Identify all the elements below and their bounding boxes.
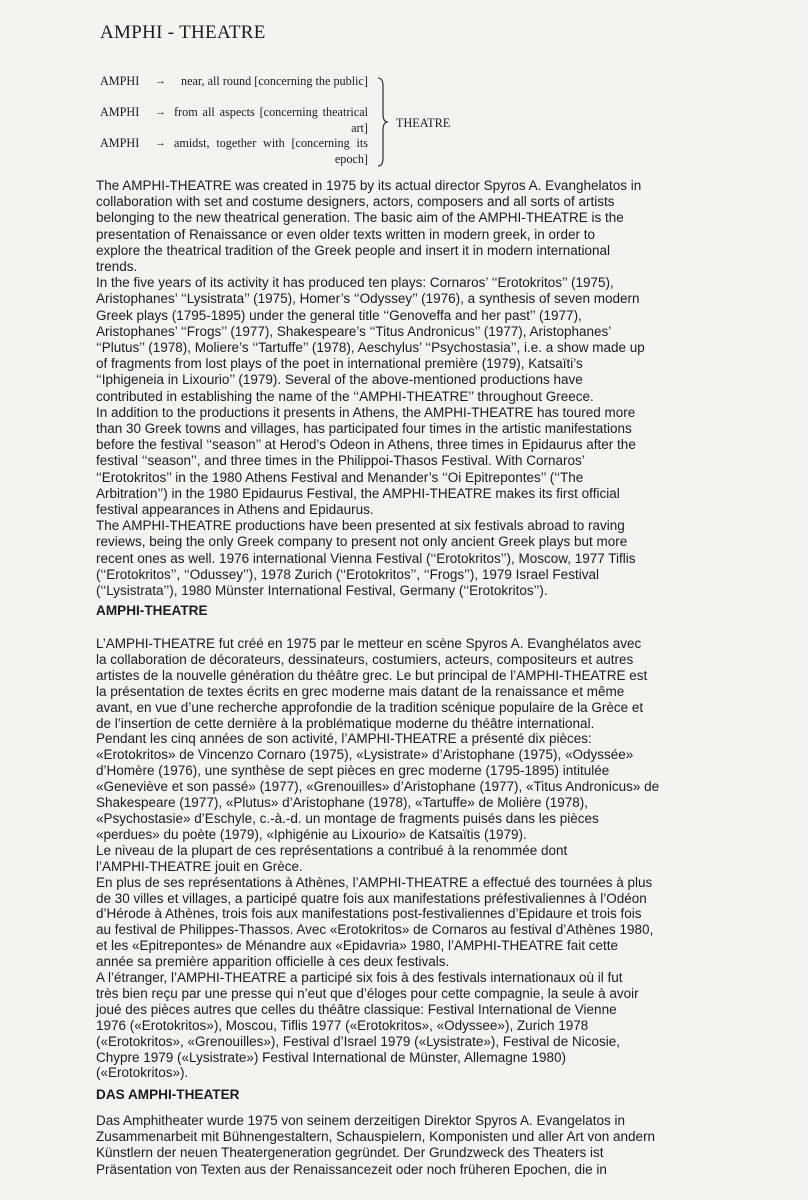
etymology-definition: amidst, together with [concerning its epoch] <box>174 136 368 166</box>
french-heading: AMPHI-THEATRE <box>96 603 208 618</box>
etymology-key: AMPHI <box>100 105 140 119</box>
german-heading: DAS AMPHI-THEATER <box>96 1087 240 1102</box>
etymology-key: AMPHI <box>100 136 140 150</box>
french-paragraph: Pendant les cinq années de son activité, l’AMPHI-THEATRE a présenté dix pièces: «Erotokritos» de Vincenzo Cornaro (1975), «Lysistrate» d’Aristophane (1975), «Odyssée» d’Homère (1976), une synthèse de sept pièces en grec moderne (1795-1895) intitulée «Geneviève et son passé» (1977), «Grenouilles» d’Aristophane (1977), «Titus Andronicus» de Shakespeare (1977), «Plutus» d’Aristophane (1978), «Tartuffe» de Molière (1978), «Psychostasie» d’Eschyle, c.-à.-d. un montage de fragments puisés dans les pièces «perdues» du poète (1979), «Iphigénie au Lixourio» de Katsaïtis (1979). <box>96 731 660 842</box>
arrow-right-icon: → <box>155 137 166 149</box>
etymology-definition: near, all round [concerning the public] <box>181 74 368 88</box>
english-paragraph: In addition to the productions it presents in Athens, the AMPHI-THEATRE has toured more than 30 Greek towns and villages, has participated four times in the artistic manifestations before the festival ‘‘season’’ at Herod’s Odeon in Athens, three times in Epidaurus after the festival ‘‘season’’, and three times in the Philippoi-Thasos Festival. With Cornaros’ ‘‘Erotokritos’’ in the 1980 Athens Festival and Menander’s ‘‘Oi Epitrepontes’’ (‘‘The Arbitration’’) in the 1980 Epidaurus Festival, the AMPHI-THEATRE makes its first official festival appearances in Athens and Epidaurus. <box>96 404 636 518</box>
etymology-row <box>100 136 372 167</box>
etymology-target: THEATRE <box>396 116 451 130</box>
page-title: AMPHI - THEATRE <box>100 22 266 43</box>
german-paragraph: Das Amphitheater wurde 1975 von seinem derzeitigen Direktor Spyros A. Evangelatos in Zusammenarbeit mit Bühnengestaltern, Schauspielern, Komponisten und aller Art von andern Künstlern der neuen Theatergeneration gegründet. Der Grundzweck des Theaters ist Präsentation von Texten aus der Renaissancezeit oder noch früheren Epochen, die in <box>96 1113 656 1177</box>
etymology-key: AMPHI <box>100 74 140 88</box>
french-paragraph: L’AMPHI-THEATRE fut créé en 1975 par le metteur en scène Spyros A. Evanghélatos avec la collaboration de décorateurs, dessinateurs, costumiers, acteurs, compositeurs et autres artistes de la nouvelle génération du théâtre grec. Le but principal de l’AMPHI-THEATRE est la présentation de textes écrits en grec moderne mais datant de la renaissance et même avant, en vue d’une recherche approfondie de la tradition scénique populaire de la Grèce et de l’insertion de cette dernière à la problématique moderne du théâtre international. <box>96 636 648 731</box>
german-section <box>96 1113 796 1178</box>
etymology-row <box>100 74 372 105</box>
right-brace-icon <box>376 76 390 168</box>
french-paragraph: En plus de ses représentations à Athènes, l’AMPHI-THEATRE a effectué des tournées à plus de 30 villes et villages, a participé quatre fois aux manifestations préfestivaliennes à l’Odéon d’Hérode à Athènes, trois fois aux manifestations post-festivaliennes d’Epidaure et trois fois au festival de Philippes-Thassos. Avec «Erotokritos» de Cornaros au festival d’Athènes 1980, et les «Epitrepontes» de Ménandre aux «Epidavria» 1980, l’AMPHI-THEATRE fait cette année sa première apparition officielle à ces deux festivals. <box>96 874 654 970</box>
english-paragraph: The AMPHI-THEATRE was created in 1975 by its actual director Spyros A. Evanghelatos in collaboration with set and costume designers, actors, composers and all sorts of artists belonging to the new theatrical generation. The basic aim of the AMPHI-THEATRE is the presentation of Renaissance or even older texts written in modern greek, in order to explore the theatrical tradition of the Greek people and insert it in modern international trends. <box>96 178 642 275</box>
etymology-block <box>100 74 470 166</box>
french-section <box>96 636 796 1081</box>
english-section <box>96 178 796 599</box>
french-paragraph: A l’étranger, l’AMPHI-THEATRE a participé six fois à des festivals internationaux où il fut très bien reçu par une presse qui n’eut que d’éloges pour cette compagnie, la seule à avoir joué des pièces autres que celles du théâtre classique: Festival International de Vienne 1976 («Erotokritos»), Moscou, Tiflis 1977 («Erotokritos», «Odyssee»), Zurich 1978 («Erotokritos», «Grenouilles»), Festival d’Israel 1979 («Lysistrate»), Festival de Nicosie, Chypre 1979 («Lysistrate») Festival International de Münster, Allemagne 1980) («Erotokritos»). <box>96 970 639 1081</box>
french-paragraph: Le niveau de la plupart de ces représentations a contribué à la renommée dont l’AMPHI-THEATRE jouit en Grèce. <box>96 842 568 874</box>
etymology-row <box>100 105 372 136</box>
english-paragraph: In the five years of its activity it has produced ten plays: Cornaros’ ‘‘Erotokritos’’ (1975), Aristophanes’ ‘‘Lysistrata’’ (1975), Homer’s ‘‘Odyssey’’ (1976), a synthesis of seven modern Greek plays (1795-1895) under the general title ‘‘Genoveffa and her past’’ (1977), Aristophanes’ ‘‘Frogs’’ (1977), Shakespeare’s ‘‘Titus Andronicus’’ (1977), Aristophanes’ ‘‘Plutus’’ (1978), Moliere’s ‘‘Tartuffe’’ (1978), Aeschylus’ ‘‘Psychostasia’’, i.e. a show made up of fragments from lost plays of the poet in international première (1979), Katsaïti’s ‘‘Iphigeneia in Lixourio’’ (1979). Several of the above-mentioned productions have contributed in establishing the name of the ‘‘AMPHI-THEATRE’’ throughout Greece. <box>96 275 645 404</box>
arrow-right-icon: → <box>155 106 166 118</box>
etymology-definition: from all aspects [concerning theatrical art] <box>174 105 368 135</box>
arrow-right-icon: → <box>155 75 166 87</box>
english-paragraph: The AMPHI-THEATRE productions have been presented at six festivals abroad to raving reviews, being the only Greek company to present not only ancient Greek plays but more recent ones as well. 1976 international Vienna Festival (‘‘Erotokritos’’), Moscow, 1977 Tiflis (‘‘Erotokritos’’, ‘‘Odussey’’), 1978 Zurich (‘‘Erotokritos’’, ‘‘Frogs’’), 1979 Israel Festival (‘‘Lysistrata’’), 1980 Münster International Festival, Germany (‘‘Erotokritos’’). <box>96 518 636 599</box>
